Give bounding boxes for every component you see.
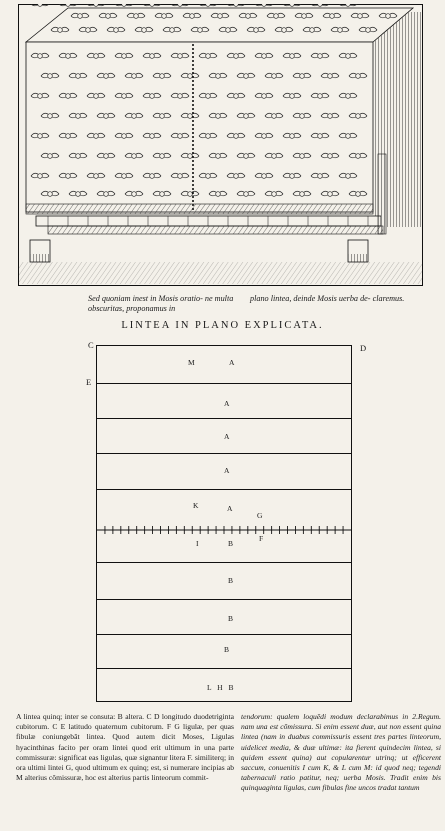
curtain-divider	[97, 668, 351, 669]
label-k: K	[193, 501, 199, 510]
label-d: D	[360, 343, 367, 353]
body-text-left-column: A lintea quinq; inter se consuta: B altera. C D longitudo duodetriginta cubitorum. C E latitudo quaternum cubitorum. F G ligulæ, per quas fibulæ coniungebãt lintea. Quod autem dicit Moses, Ligulas hyacinthinas facito per oram lintei quod erit ultimum in una parte commissuræ: significat eas ligulas, quæ signantur litera F. similiterq; in ora ultimi lintei G, quod ultimum ex quinq; est, si numerare incipias ab M alterius cõmissuræ, hoc est alterius partis linteorum commit-	[16, 712, 234, 783]
caption-right: plano lintea, deinde Mosis uerba de- claremus.	[250, 294, 405, 303]
label-c: C	[88, 340, 94, 350]
label-a: A	[229, 358, 235, 367]
label-f: F	[259, 534, 264, 543]
body-text-right-column: tendorum: qualem loquẽdi modum declarabimus in 2.Regum. nam una est cõmissura. Si enim essent duæ, aut non essent quina lintea (nam in duabus commissuris essent tres partes linteorum, uidelicet media, & duæ ultimæ: ita fierent quindecim lintea, si quidem essent quina) aut copularentur utrinq; ut efficerent saccum, conuenitis I cum K, & L cum M: id quod neq; tegendi tabernaculi ratio patitur, neq; uerba Mosis. Tradit enim bis quinquaginta ligulas, cum fibulas fine uncos tradat tantum	[241, 712, 441, 793]
curtain-divider	[97, 562, 351, 563]
label-a: A	[224, 466, 230, 475]
label-g: G	[257, 511, 263, 520]
diagram-title: LINTEA IN PLANO EXPLICATA.	[121, 320, 324, 331]
label-a: A	[224, 399, 230, 408]
curtain-divider	[97, 383, 351, 384]
label-b: B	[228, 614, 234, 623]
loops-seam	[97, 526, 351, 534]
label-b: B	[228, 539, 234, 548]
label-b: B	[228, 576, 234, 585]
label-m: M	[188, 358, 195, 367]
tabernacle-woodcut-illustration	[18, 4, 423, 286]
curtain-divider	[97, 418, 351, 419]
curtain-divider	[97, 489, 351, 490]
curtain-divider	[97, 634, 351, 635]
label-a: A	[227, 504, 233, 513]
curtain-divider	[97, 453, 351, 454]
label-i: I	[196, 539, 199, 548]
label-a: A	[224, 432, 230, 441]
label-e: E	[86, 377, 92, 387]
label-b: B	[224, 645, 230, 654]
curtains-diagram	[96, 345, 352, 702]
curtain-divider	[97, 599, 351, 600]
label-lhb: L H B	[207, 683, 236, 692]
caption-left: Sed quoniam inest in Mosis oratio- ne multa obscuritas, proponamus in	[88, 294, 234, 313]
